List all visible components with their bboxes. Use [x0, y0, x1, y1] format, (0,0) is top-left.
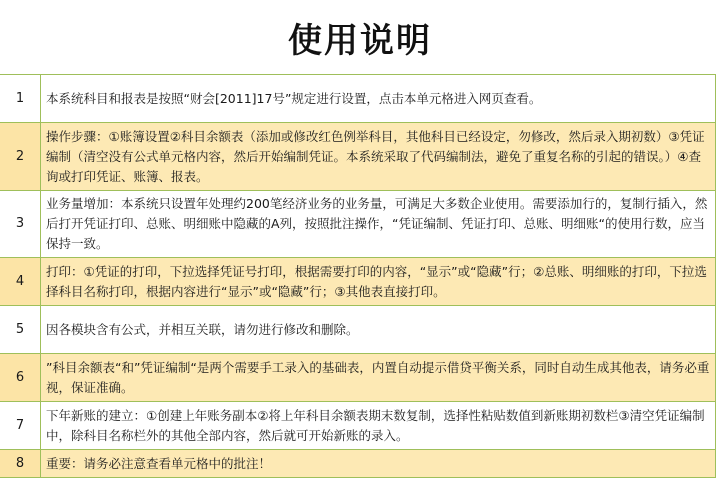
instruction-cell[interactable]: 重要：请务必注意查看单元格中的批注！	[41, 450, 716, 478]
instruction-cell-link[interactable]: 本系统科目和报表是按照“财会[2011]17号”规定进行设置，点击本单元格进入网页查看。	[41, 75, 716, 123]
instruction-cell[interactable]: 打印：①凭证的打印，下拉选择凭证号打印，根据需要打印的内容，“显示”或“隐藏”行；②总账、明细账的打印，下拉选择科目名称打印，根据内容进行“显示”或“隐藏”行；③其他表直接打印。	[41, 258, 716, 306]
instruction-cell[interactable]: 操作步骤：①账簿设置②科目余额表（添加或修改红色例举科目，其他科目已经设定，勿修改，然后录入期初数）③凭证编制（清空没有公式单元格内容，然后开始编制凭证。本系统采取了代码编制法，避免了重复名称的引起的错误。）④查询或打印凭证、账簿、报表。	[41, 123, 716, 191]
table-row	[0, 123, 716, 191]
row-number: 7	[0, 402, 41, 450]
row-number: 1	[0, 75, 41, 123]
instructions-table	[0, 74, 716, 478]
table-row	[0, 450, 716, 478]
page-title: 使用说明	[288, 20, 432, 61]
instruction-cell[interactable]: 业务量增加：本系统只设置年处理约200笔经济业务的业务量，可满足大多数企业使用。需要添加行的，复制行插入，然后打开凭证打印、总账、明细账中隐藏的A列，按照批注操作，“凭证编制、凭证打印、总账、明细账“的使用行数，应当保持一致。	[41, 191, 716, 258]
table-row	[0, 402, 716, 450]
instruction-cell[interactable]: 下年新账的建立：①创建上年账务副本②将上年科目余额表期末数复制，选择性粘贴数值到新账期初数栏③清空凭证编制中，除科目名称栏外的其他全部内容，然后就可开始新账的录入。	[41, 402, 716, 450]
row-number: 6	[0, 354, 41, 402]
row-number: 5	[0, 306, 41, 354]
row-number: 2	[0, 123, 41, 191]
row-number: 4	[0, 258, 41, 306]
table-row	[0, 306, 716, 354]
instruction-cell[interactable]: 因各模块含有公式，并相互关联，请勿进行修改和删除。	[41, 306, 716, 354]
row-number: 3	[0, 191, 41, 258]
table-row	[0, 75, 716, 123]
table-row	[0, 354, 716, 402]
table-row	[0, 258, 716, 306]
instruction-cell[interactable]: ”科目余额表“和”凭证编制“是两个需要手工录入的基础表，内置自动提示借贷平衡关系，同时自动生成其他表，请务必重视，保证准确。	[41, 354, 716, 402]
row-number: 8	[0, 450, 41, 478]
page-header	[0, 0, 720, 74]
table-row	[0, 191, 716, 258]
